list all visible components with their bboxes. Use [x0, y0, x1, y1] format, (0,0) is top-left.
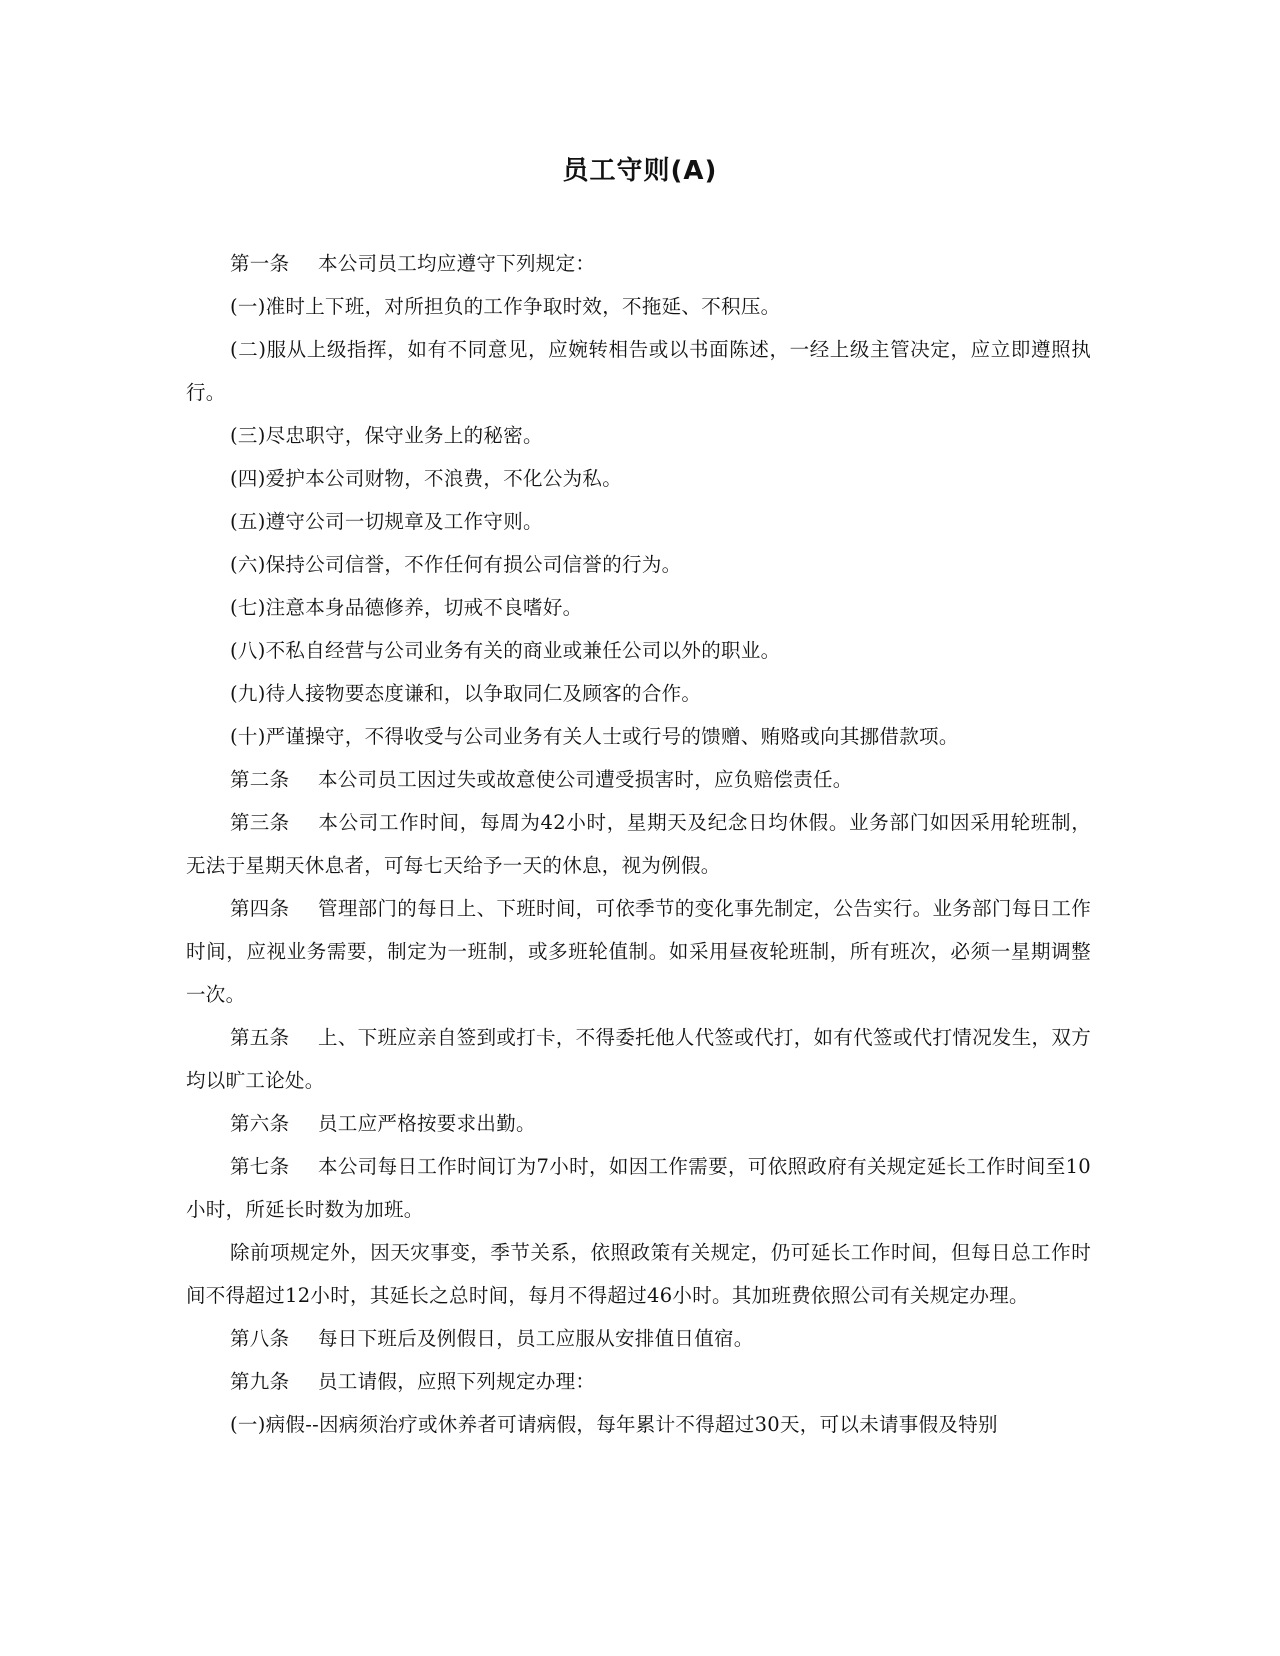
paragraph-article-5: [186, 1016, 1091, 1102]
paragraph-clause-7: [186, 586, 1091, 629]
paragraph-clause-4: [186, 457, 1091, 500]
paragraph-clause-2: [186, 328, 1091, 414]
paragraph-text: 员工请假，应照下列规定办理：: [318, 1370, 596, 1393]
paragraph-text: (八)不私自经营与公司业务有关的商业或兼任公司以外的职业。: [230, 639, 781, 662]
paragraph-text: (九)待人接物要态度谦和，以争取同仁及顾客的合作。: [230, 682, 702, 705]
article-label: 第一条: [230, 252, 290, 275]
paragraph-text: 每日下班后及例假日，员工应服从安排值日值宿。: [318, 1327, 754, 1350]
paragraph-clause-1: [186, 285, 1091, 328]
paragraph-text: (十)严谨操守，不得收受与公司业务有关人士或行号的馈赠、贿赂或向其挪借款项。: [230, 725, 959, 748]
paragraph-clause-9: [186, 672, 1091, 715]
article-label: 第二条: [230, 768, 290, 791]
article-label: 第六条: [230, 1112, 290, 1135]
paragraph-article-8: [186, 1317, 1091, 1360]
paragraph-text: 管理部门的每日上、下班时间，可依季节的变化事先制定，公告实行。业务部门每日工作时间，应视业务需要，制定为一班制，或多班轮值制。如采用昼夜轮班制，所有班次，必须一星期调整一次。: [186, 897, 1091, 1006]
paragraph-clause-10: [186, 715, 1091, 758]
article-label: 第七条: [230, 1155, 290, 1178]
paragraph-clause-3: [186, 414, 1091, 457]
article-label: 第八条: [230, 1327, 290, 1350]
paragraph-text: (七)注意本身品德修养，切戒不良嗜好。: [230, 596, 583, 619]
document-body: [186, 242, 1091, 1446]
paragraph-text: (四)爱护本公司财物，不浪费，不化公为私。: [230, 467, 623, 490]
paragraph-article-3: [186, 801, 1091, 887]
paragraph-article-7-supplement: [186, 1231, 1091, 1317]
paragraph-article-2: [186, 758, 1091, 801]
paragraph-text: 本公司员工因过失或故意使公司遭受损害时，应负赔偿责任。: [318, 768, 853, 791]
paragraph-clause-8: [186, 629, 1091, 672]
paragraph-article-1: [186, 242, 1091, 285]
article-label: 第五条: [230, 1026, 290, 1049]
article-label: 第三条: [230, 811, 290, 834]
paragraph-text: (一)准时上下班，对所担负的工作争取时效，不拖延、不积压。: [230, 295, 781, 318]
paragraph-text: 除前项规定外，因天灾事变，季节关系，依照政策有关规定，仍可延长工作时间，但每日总工作时间不得超过12小时，其延长之总时间，每月不得超过46小时。其加班费依照公司有关规定办理。: [186, 1241, 1091, 1307]
paragraph-text: 本公司每日工作时间订为7小时，如因工作需要，可依照政府有关规定延长工作时间至10小时，所延长时数为加班。: [186, 1155, 1091, 1221]
paragraph-text: 上、下班应亲自签到或打卡，不得委托他人代签或代打，如有代签或代打情况发生，双方均以旷工论处。: [186, 1026, 1091, 1092]
paragraph-text: (二)服从上级指挥，如有不同意见，应婉转相告或以书面陈述，一经上级主管决定，应立即遵照执行。: [186, 338, 1091, 404]
paragraph-article-9: [186, 1360, 1091, 1403]
paragraph-text: (一)病假--因病须治疗或休养者可请病假，每年累计不得超过30天，可以未请事假及特别: [230, 1413, 998, 1436]
paragraph-text: (五)遵守公司一切规章及工作守则。: [230, 510, 543, 533]
paragraph-text: 员工应严格按要求出勤。: [318, 1112, 536, 1135]
paragraph-article-6: [186, 1102, 1091, 1145]
paragraph-article-4: [186, 887, 1091, 1016]
document-title: 员工守则(A): [562, 156, 718, 186]
paragraph-article-7: [186, 1145, 1091, 1231]
paragraph-text: (三)尽忠职守，保守业务上的秘密。: [230, 424, 543, 447]
paragraph-text: 本公司工作时间，每周为42小时，星期天及纪念日均休假。业务部门如因采用轮班制，无法于星期天休息者，可每七天给予一天的休息，视为例假。: [186, 811, 1091, 877]
paragraph-text: 本公司员工均应遵守下列规定：: [318, 252, 596, 275]
paragraph-article-9-clause-1: [186, 1403, 1091, 1446]
paragraph-text: (六)保持公司信誉，不作任何有损公司信誉的行为。: [230, 553, 682, 576]
paragraph-clause-5: [186, 500, 1091, 543]
article-label: 第九条: [230, 1370, 290, 1393]
article-label: 第四条: [230, 897, 290, 920]
paragraph-clause-6: [186, 543, 1091, 586]
